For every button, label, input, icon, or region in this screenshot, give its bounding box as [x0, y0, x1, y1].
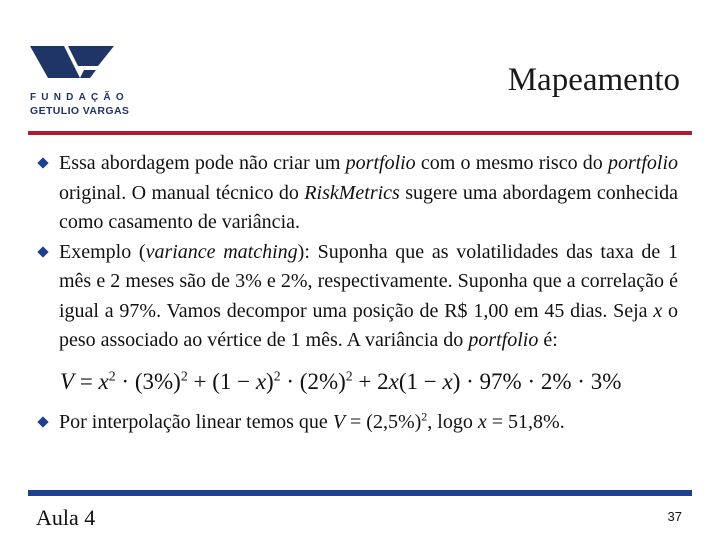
bullet-italic: RiskMetrics — [304, 181, 400, 204]
fgv-logo — [28, 44, 130, 122]
bullet-text: Por interpolação linear temos que — [59, 410, 333, 433]
formula-term: x — [255, 368, 267, 394]
bullet-italic: portfolio — [345, 152, 416, 174]
bullet-item — [38, 238, 678, 356]
formula-term: x — [388, 368, 399, 394]
bullet-italic: V — [332, 410, 346, 433]
diamond-bullet-icon — [37, 157, 48, 168]
bullet-text: Exemplo ( — [59, 240, 146, 263]
formula-exponent: 2 — [180, 367, 188, 383]
bullet-italic: portfolio — [468, 329, 539, 351]
formula-exponent: 2 — [345, 367, 353, 383]
bottom-divider — [28, 490, 692, 496]
bullet-item — [38, 408, 678, 438]
slide-body — [38, 149, 678, 437]
formula-term: + 2 — [352, 368, 389, 394]
top-divider — [28, 131, 692, 135]
bullet-text: = 51,8%. — [486, 410, 565, 433]
formula-exponent: 2 — [108, 367, 116, 383]
bullet-item — [38, 149, 678, 238]
formula-term: x — [442, 368, 453, 394]
formula-term: · (3%) — [115, 368, 181, 394]
formula-term: ) — [266, 368, 274, 394]
bullet-italic: variance matching — [145, 240, 298, 263]
bullet-text: , logo — [427, 410, 478, 433]
formula-term: V — [60, 368, 75, 394]
fgv-logo-mark — [28, 44, 118, 80]
bullet-text: original. O manual técnico do — [59, 181, 305, 204]
diamond-bullet-icon — [37, 246, 48, 257]
logo-line-2: GETULIO VARGAS — [30, 105, 130, 117]
formula-term: · (2%) — [280, 368, 346, 394]
formula-term: x — [98, 368, 109, 394]
bullet-text: é: — [538, 329, 558, 351]
formula-term: = — [74, 368, 99, 394]
bullet-italic: x — [653, 299, 663, 322]
bullet-text: ): Suponha que as volatilidades das taxa de 1 mês e 2 meses são de 3% e 2%, respectivamente. Suponha que a correlação é igual a 97%. Vamos decompor uma posição de R$ 1,00 em 45 dias. Seja — [59, 240, 678, 322]
page-number: 37 — [667, 509, 682, 524]
slide-title: Mapeamento — [507, 62, 680, 98]
variance-formula — [38, 356, 678, 408]
bullet-text: Essa abordagem pode não criar um — [59, 152, 346, 174]
formula-term: + (1 − — [187, 368, 256, 394]
bullet-text: = (2,5%) — [345, 410, 422, 433]
formula-term: (1 − — [398, 368, 443, 394]
bullet-italic: x — [477, 410, 487, 433]
bullet-text: sugere uma abordagem conhecida como casamento de variância. — [59, 181, 678, 233]
formula-exponent: 2 — [273, 367, 281, 383]
diamond-bullet-icon — [37, 416, 48, 427]
bullet-text: com o mesmo risco do — [415, 152, 608, 174]
bullet-exponent: 2 — [421, 408, 428, 423]
bullet-text: o peso associado ao vértice de 1 mês. A variância do — [59, 299, 678, 351]
logo-line-1: FUNDAÇÃO — [30, 92, 129, 103]
formula-term: ) · 97% · 2% · 3% — [452, 368, 622, 394]
bullet-italic: portfolio — [607, 152, 678, 174]
footer-label: Aula 4 — [36, 505, 96, 530]
